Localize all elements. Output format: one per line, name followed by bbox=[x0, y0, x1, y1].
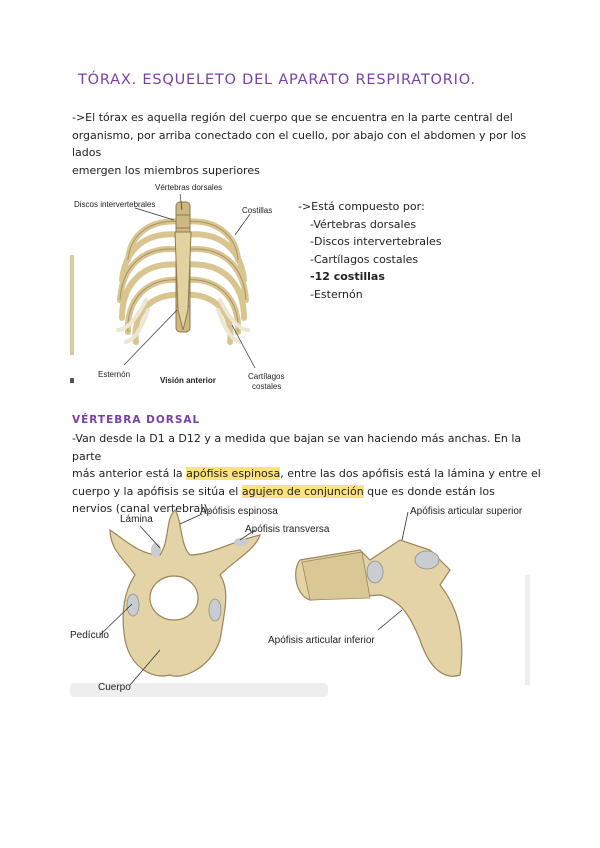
intro-line: organismo, por arriba conectado con el cuello, por abajo con el abdomen y por los lados bbox=[72, 128, 527, 159]
intro-line: emergen los miembros superiores bbox=[72, 163, 260, 177]
label-esternon: Esternón bbox=[98, 370, 131, 379]
text-span: , entre las dos apófisis está la lámina y entre el bbox=[280, 467, 541, 480]
list-item: -Esternón bbox=[310, 287, 363, 301]
highlight-agujero-conjuncion: agujero de conjunción bbox=[241, 484, 364, 498]
vertebra-line bbox=[72, 483, 542, 501]
vertebra-line: nervios (canal vertebral). bbox=[72, 502, 212, 515]
label-vision-anterior: Visión anterior bbox=[160, 376, 216, 385]
label-cuerpo: Cuerpo bbox=[98, 682, 131, 693]
label-apofisis-transversa: Apófisis transversa bbox=[245, 524, 330, 535]
intro-paragraph bbox=[72, 109, 532, 179]
list-item: -12 costillas bbox=[310, 270, 385, 283]
highlight-apofisis-espinosa: apófisis espinosa bbox=[186, 467, 281, 480]
vertebra-figure bbox=[70, 500, 530, 700]
text-span: cuerpo y la apófisis se sitúa el bbox=[72, 484, 242, 498]
label-vertebras-dorsales: Vértebras dorsales bbox=[155, 183, 223, 192]
thorax-figure bbox=[70, 180, 295, 395]
label-apofisis-articular-superior: Apófisis articular superior bbox=[410, 506, 523, 517]
list-item: -Discos intervertebrales bbox=[310, 235, 442, 248]
label-costales: costales bbox=[252, 382, 282, 391]
label-apofisis-articular-inferior: Apófisis articular inferior bbox=[268, 635, 375, 646]
label-apofisis-espinosa: Apófisis espinosa bbox=[200, 506, 278, 517]
vertebra-heading: VÉRTEBRA DORSAL bbox=[72, 414, 201, 426]
label-pediculo: Pedículo bbox=[70, 630, 109, 641]
intro-line: ->El tórax es aquella región del cuerpo que se encuentra en la parte central del bbox=[72, 111, 513, 124]
label-cartilagos: Cartílagos bbox=[248, 372, 285, 381]
label-costillas: Costillas bbox=[242, 206, 273, 215]
label-discos-intervertebrales: Discos intervertebrales bbox=[74, 200, 156, 209]
composition-heading: ->Está compuesto por: bbox=[298, 200, 425, 213]
list-item: -Cartílagos costales bbox=[310, 252, 419, 266]
composition-list bbox=[298, 198, 442, 303]
text-span: que es donde están los bbox=[363, 484, 495, 498]
text-span: más anterior está la bbox=[72, 467, 187, 480]
vertebra-line: -Van desde la D1 a D12 y a medida que bajan se van haciendo más anchas. En la parte bbox=[72, 432, 522, 463]
label-lamina: Lámina bbox=[120, 514, 153, 525]
list-item: -Vértebras dorsales bbox=[310, 217, 417, 231]
page-title: TÓRAX. ESQUELETO DEL APARATO RESPIRATORIO. bbox=[78, 72, 476, 88]
vertebra-line bbox=[72, 465, 542, 483]
